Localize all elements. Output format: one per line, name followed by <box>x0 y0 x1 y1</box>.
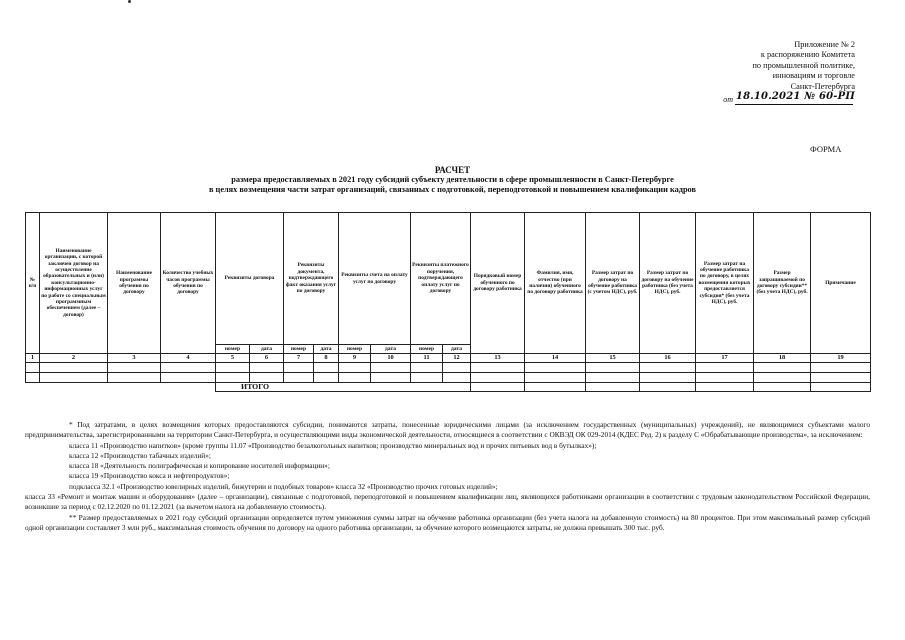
exclusion-class-33: класса 33 «Ремонт и монтаж машин и оборудования» (далее – организации), связанные с подготовкой, переподготовкой и повышением квалификации лиц, являющихся работниками организации в соответствии с трудовым законодательством Российской Федерации, возникшие за период с 02.12.2020 по 01.12.2021 (за вычетом налога на добавленную стоимость). <box>25 492 870 512</box>
spacer <box>161 383 216 392</box>
footnotes <box>25 420 870 533</box>
forma-label: ФОРМА <box>810 144 842 154</box>
table-cell <box>586 363 640 373</box>
table-cell <box>811 363 871 373</box>
doc-subtitle-2: в целях возмещения части затрат организаций, связанных с подготовкой, переподготовкой и повышением квалификации кадров <box>209 185 696 194</box>
table-cell <box>525 383 586 392</box>
table-cell <box>640 363 696 373</box>
table-cell <box>696 383 754 392</box>
header-col-14: Фамилия, имя, отчество (при наличии) обученного по договору работника <box>525 213 586 354</box>
appendix-line-5: Санкт-Петербурга <box>790 81 855 91</box>
header-col-13: Порядковый номер обученного по договору работника <box>471 213 525 354</box>
table-cell <box>471 373 525 383</box>
col-number: 11 <box>411 354 443 363</box>
subheader-data: дата <box>250 345 284 354</box>
table-cell <box>696 373 754 383</box>
table-cell <box>811 373 871 383</box>
table-cell <box>640 373 696 383</box>
footnote-1: * Под затратами, в целях возмещения которых предоставляются субсидии, понимаются затраты, понесенные юридическими лицами (за исключением государственных (муниципальных) учреждений), не являющимися субъектами малого предпринимательства, зарегистрированными на территории Санкт-Петербурга, и осуществляющими виды экономической деятельности, относящиеся в соответствии с ОКВЭД ОК 029-2014 (КДЕС Ред. 2) к разделу С «Обрабатывающие производства», за исключением: <box>25 420 870 440</box>
calculation-table <box>25 212 871 392</box>
header-row <box>26 213 871 345</box>
table-cell <box>586 383 640 392</box>
table-cell <box>640 383 696 392</box>
table-cell <box>371 373 411 383</box>
table-cell <box>411 373 443 383</box>
header-col-service-doc: Реквизиты документа, подтверждающего факт оказания услуг по договору <box>284 213 339 345</box>
appendix-block <box>620 40 855 105</box>
exclusion-class-12: класса 12 «Производство табачных изделий»; <box>69 450 211 460</box>
table-cell <box>250 363 284 373</box>
table-cell <box>26 373 40 383</box>
column-number-row <box>26 354 871 363</box>
table-cell <box>161 363 216 373</box>
date-underline <box>735 104 853 105</box>
subheader-data: дата <box>371 345 411 354</box>
col-number: 12 <box>443 354 471 363</box>
table-cell <box>754 363 811 373</box>
table-cell <box>811 383 871 392</box>
table-cell <box>339 373 371 383</box>
scan-speck <box>128 0 131 3</box>
col-number: 13 <box>471 354 525 363</box>
col-number: 14 <box>525 354 586 363</box>
col-number: 15 <box>586 354 640 363</box>
table-cell <box>443 363 471 373</box>
col-number: 19 <box>811 354 871 363</box>
appendix-line-2: к распоряжению Комитета <box>760 50 855 60</box>
header-col-17: Размер затрат на обучение работника по договору, в целях возмещения которых предоставляется субсидия* (без учета НДС), руб. <box>696 213 754 354</box>
table-row <box>26 363 871 373</box>
doc-title: РАСЧЕТ <box>434 165 471 175</box>
table-row <box>26 373 871 383</box>
total-label: ИТОГО <box>216 383 471 392</box>
header-col-invoice: Реквизиты счета на оплату услуг по договору <box>339 213 411 345</box>
table-cell <box>216 363 250 373</box>
table-cell <box>108 373 161 383</box>
table-cell <box>284 373 314 383</box>
subheader-nomer: номер <box>284 345 314 354</box>
col-number: 9 <box>339 354 371 363</box>
table-cell <box>754 373 811 383</box>
table-cell <box>525 363 586 373</box>
table-cell <box>108 363 161 373</box>
header-col-1: № п/п <box>26 213 40 354</box>
appendix-line-4: инновациям и торговле <box>772 71 855 81</box>
exclusion-class-19: класса 19 «Производство кокса и нефтепродуктов»; <box>69 471 230 481</box>
doc-subtitle-1: размера предоставляемых в 2021 году субсидий субъекту деятельности в сфере промышленности в Санкт-Петербурге <box>231 175 674 184</box>
header-col-18: Размер запрашиваемой по договору субсидии** (без учета НДС), руб. <box>754 213 811 354</box>
spacer <box>40 383 108 392</box>
col-number: 18 <box>754 354 811 363</box>
date-prefix: от <box>723 95 733 105</box>
table-cell <box>284 363 314 373</box>
table-cell <box>40 363 108 373</box>
total-row <box>26 383 871 392</box>
table-cell <box>250 373 284 383</box>
exclusion-class-11: класса 11 «Производство напитков» (кроме группы 11.07 «Производство безалкогольных напитков; производство минеральных вод и прочих питьевых вод в бутылках»); <box>69 440 597 450</box>
col-number: 3 <box>108 354 161 363</box>
table-cell <box>586 373 640 383</box>
exclusion-class-18: класса 18 «Деятельность полиграфическая и копирование носителей информации»; <box>69 461 330 471</box>
subheader-nomer: номер <box>216 345 250 354</box>
col-number: 5 <box>216 354 250 363</box>
footnote-2: ** Размер предоставляемых в 2021 году субсидий организации определяется путем умножения суммы затрат на обучение работника организации (без учета налога на добавленную стоимость) на 80 процентов. При этом максимальный размер субсидий одной организации составляет 3 млн руб., максимальная стоимость обучения по договору на одного работника организации, за обучение которого возмещаются затраты, не должна превышать 300 тыс. руб. <box>25 512 870 532</box>
col-number: 6 <box>250 354 284 363</box>
table-cell <box>371 363 411 373</box>
header-col-3: Наименование программы обучения по договору <box>108 213 161 354</box>
header-col-15: Размер затрат по договору на обучение работника (с учетом НДС), руб. <box>586 213 640 354</box>
exclusion-subclass-32-1: подкласса 32.1 «Производство ювелирных изделий, бижутерии и подобных товаров» класса 32 «Производство прочих готовых изделий»; <box>69 481 498 491</box>
col-number: 2 <box>40 354 108 363</box>
header-col-19: Примечание <box>811 213 871 354</box>
table-cell <box>525 373 586 383</box>
col-number: 16 <box>640 354 696 363</box>
handwritten-date-number: 18.10.2021 № 60-РП <box>735 91 855 103</box>
header-col-16: Размер затрат по договору на обучение работника (без учета НДС), руб. <box>640 213 696 354</box>
header-col-contract: Реквизиты договора <box>216 213 284 345</box>
col-number: 1 <box>26 354 40 363</box>
table-cell <box>161 373 216 383</box>
col-number: 4 <box>161 354 216 363</box>
table-cell <box>339 363 371 373</box>
table-cell <box>443 373 471 383</box>
subheader-nomer: номер <box>339 345 371 354</box>
table-cell <box>754 383 811 392</box>
table-cell <box>40 373 108 383</box>
subheader-data: дата <box>314 345 339 354</box>
table-cell <box>471 383 525 392</box>
table-cell <box>26 363 40 373</box>
table-cell <box>314 363 339 373</box>
appendix-line-1: Приложение № 2 <box>794 40 855 49</box>
table-cell <box>411 363 443 373</box>
col-number: 17 <box>696 354 754 363</box>
table-cell <box>314 373 339 383</box>
col-number: 8 <box>314 354 339 363</box>
spacer <box>26 383 40 392</box>
col-number: 10 <box>371 354 411 363</box>
col-number: 7 <box>284 354 314 363</box>
header-col-2: Наименование организации, с которой заключен договор на осуществление образовательных и (или) консультационно-информационных услуг по работе со специальным программным обеспечением (далее – договор) <box>40 213 108 354</box>
table-cell <box>696 363 754 373</box>
header-col-payment-order: Реквизиты платежного поручения, подтверждающего оплату услуг по договору <box>411 213 471 345</box>
spacer <box>108 383 161 392</box>
subheader-nomer: номер <box>411 345 443 354</box>
appendix-line-3: по промышленной политике, <box>752 60 855 70</box>
subheader-data: дата <box>443 345 471 354</box>
appendix-date-line <box>620 93 855 105</box>
table-cell <box>216 373 250 383</box>
table-cell <box>471 363 525 373</box>
header-col-4: Количество учебных часов программы обучения по договору <box>161 213 216 354</box>
